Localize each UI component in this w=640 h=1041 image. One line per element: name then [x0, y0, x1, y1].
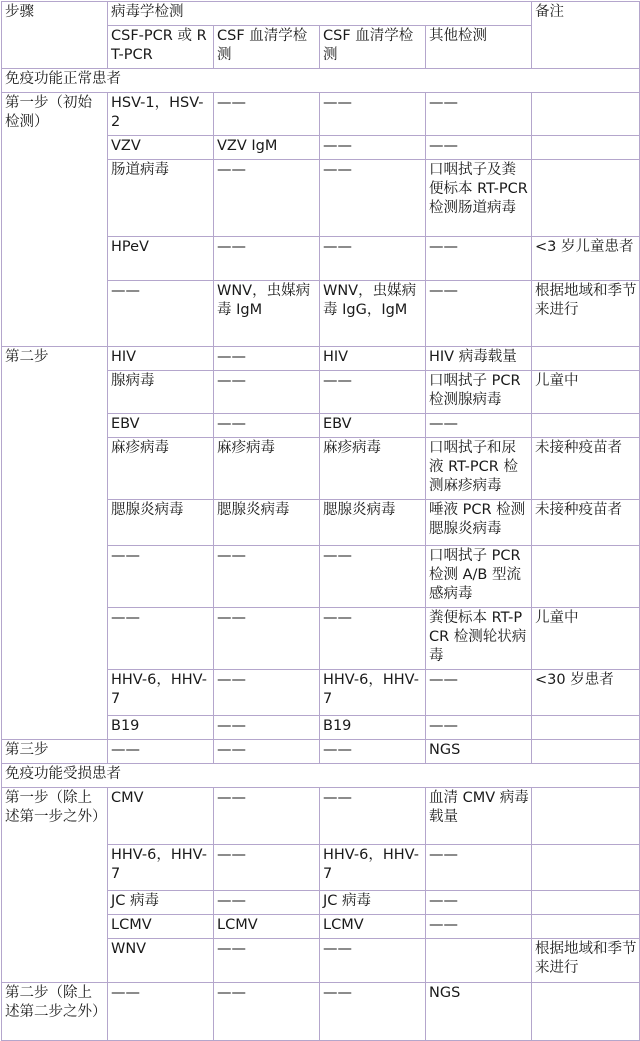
header-step: 步骤 [2, 2, 108, 69]
notes-cell [532, 915, 640, 939]
header-serum-serology: CSF 血清学检测 [320, 26, 426, 69]
notes-cell [532, 983, 640, 1041]
serum-serology-cell: JC 病毒 [320, 891, 426, 915]
serum-serology-cell: —— [320, 788, 426, 845]
csf-serology-cell: —— [214, 891, 320, 915]
csf-serology-cell: —— [214, 608, 320, 670]
section-title-row [2, 69, 640, 93]
csf-serology-cell: —— [214, 983, 320, 1041]
csf-serology-cell: —— [214, 160, 320, 237]
other-test-cell: 口咽拭子 PCR 检测腺病毒 [426, 371, 532, 414]
csf-pcr-cell: 肠道病毒 [108, 160, 214, 237]
other-test-cell: —— [426, 281, 532, 347]
csf-pcr-cell: 腮腺炎病毒 [108, 500, 214, 546]
csf-pcr-cell: —— [108, 281, 214, 347]
serum-serology-cell: —— [320, 939, 426, 983]
csf-pcr-cell: —— [108, 983, 214, 1041]
other-test-cell: 口咽拭子 PCR 检测 A/B 型流感病毒 [426, 546, 532, 608]
csf-serology-cell: 麻疹病毒 [214, 438, 320, 500]
csf-serology-cell: —— [214, 670, 320, 716]
csf-pcr-cell: WNV [108, 939, 214, 983]
notes-cell: 未接种疫苗者 [532, 438, 640, 500]
serum-serology-cell: HIV [320, 347, 426, 371]
notes-cell: <30 岁患者 [532, 670, 640, 716]
csf-serology-cell: —— [214, 414, 320, 438]
table-row [2, 93, 640, 136]
csf-serology-cell: —— [214, 371, 320, 414]
header-notes: 备注 [532, 2, 640, 69]
csf-pcr-cell: LCMV [108, 915, 214, 939]
csf-pcr-cell: EBV [108, 414, 214, 438]
csf-pcr-cell: 腺病毒 [108, 371, 214, 414]
serum-serology-cell: 麻疹病毒 [320, 438, 426, 500]
csf-pcr-cell: HIV [108, 347, 214, 371]
serum-serology-cell: B19 [320, 716, 426, 740]
notes-cell [532, 891, 640, 915]
notes-cell [532, 788, 640, 845]
other-test-cell: NGS [426, 983, 532, 1041]
csf-serology-cell: —— [214, 788, 320, 845]
csf-pcr-cell: JC 病毒 [108, 891, 214, 915]
serum-serology-cell: —— [320, 608, 426, 670]
table-row [2, 347, 640, 371]
serum-serology-cell: —— [320, 546, 426, 608]
csf-pcr-cell: 麻疹病毒 [108, 438, 214, 500]
csf-serology-cell: WNV，虫媒病毒 IgM [214, 281, 320, 347]
serum-serology-cell: 腮腺炎病毒 [320, 500, 426, 546]
csf-serology-cell: —— [214, 546, 320, 608]
notes-cell [532, 160, 640, 237]
other-test-cell: —— [426, 414, 532, 438]
csf-serology-cell: —— [214, 939, 320, 983]
other-test-cell: —— [426, 915, 532, 939]
other-test-cell: 口咽拭子及粪便标本 RT-PCR 检测肠道病毒 [426, 160, 532, 237]
csf-serology-cell: VZV IgM [214, 136, 320, 160]
other-test-cell: —— [426, 845, 532, 891]
other-test-cell: 血清 CMV 病毒载量 [426, 788, 532, 845]
csf-pcr-cell: HHV-6，HHV-7 [108, 845, 214, 891]
notes-cell [532, 414, 640, 438]
section-title: 免疫功能正常患者 [2, 69, 640, 93]
header-csf-pcr: CSF-PCR 或 RT-PCR [108, 26, 214, 69]
notes-cell [532, 845, 640, 891]
csf-serology-cell: —— [214, 93, 320, 136]
other-test-cell: 唾液 PCR 检测腮腺炎病毒 [426, 500, 532, 546]
notes-cell: 根据地域和季节来进行 [532, 939, 640, 983]
serum-serology-cell: —— [320, 371, 426, 414]
serum-serology-cell: EBV [320, 414, 426, 438]
table-body [2, 2, 640, 1041]
notes-cell [532, 136, 640, 160]
other-test-cell: —— [426, 716, 532, 740]
step-cell: 第一步（除上述第一步之外） [2, 788, 108, 983]
notes-cell [532, 93, 640, 136]
table-row [2, 788, 640, 845]
notes-cell: <3 岁儿童患者 [532, 237, 640, 281]
csf-pcr-cell: CMV [108, 788, 214, 845]
serum-serology-cell: —— [320, 237, 426, 281]
csf-pcr-cell: —— [108, 608, 214, 670]
csf-pcr-cell: B19 [108, 716, 214, 740]
serum-serology-cell: WNV，虫媒病毒 IgG，IgM [320, 281, 426, 347]
notes-cell [532, 347, 640, 371]
csf-serology-cell: —— [214, 237, 320, 281]
csf-pcr-cell: VZV [108, 136, 214, 160]
other-test-cell: NGS [426, 740, 532, 764]
table-row [2, 983, 640, 1041]
serum-serology-cell: HHV-6，HHV-7 [320, 845, 426, 891]
other-test-cell: —— [426, 670, 532, 716]
csf-pcr-cell: —— [108, 740, 214, 764]
csf-serology-cell: —— [214, 740, 320, 764]
serum-serology-cell: —— [320, 136, 426, 160]
header-row-1 [2, 2, 640, 26]
notes-cell [532, 716, 640, 740]
serum-serology-cell: HHV-6，HHV-7 [320, 670, 426, 716]
header-other-tests: 其他检测 [426, 26, 532, 69]
notes-cell [532, 546, 640, 608]
table-row [2, 740, 640, 764]
notes-cell: 儿童中 [532, 371, 640, 414]
section-title: 免疫功能受损患者 [2, 764, 640, 788]
csf-pcr-cell: —— [108, 546, 214, 608]
header-csf-serology: CSF 血清学检测 [214, 26, 320, 69]
csf-pcr-cell: HHV-6，HHV-7 [108, 670, 214, 716]
notes-cell: 根据地域和季节来进行 [532, 281, 640, 347]
step-cell: 第二步 [2, 347, 108, 740]
csf-serology-cell: 腮腺炎病毒 [214, 500, 320, 546]
step-cell: 第一步（初始检测） [2, 93, 108, 347]
other-test-cell: 口咽拭子和尿液 RT-PCR 检测麻疹病毒 [426, 438, 532, 500]
other-test-cell: HIV 病毒载量 [426, 347, 532, 371]
other-test-cell: 粪便标本 RT-PCR 检测轮状病毒 [426, 608, 532, 670]
notes-cell [532, 740, 640, 764]
serum-serology-cell: —— [320, 983, 426, 1041]
serum-serology-cell: LCMV [320, 915, 426, 939]
step-cell: 第二步（除上述第二步之外） [2, 983, 108, 1041]
other-test-cell: —— [426, 891, 532, 915]
csf-serology-cell: —— [214, 347, 320, 371]
header-virology: 病毒学检测 [108, 2, 532, 26]
csf-serology-cell: —— [214, 845, 320, 891]
csf-serology-cell: —— [214, 716, 320, 740]
notes-cell: 儿童中 [532, 608, 640, 670]
csf-serology-cell: LCMV [214, 915, 320, 939]
other-test-cell: —— [426, 93, 532, 136]
csf-pcr-cell: HPeV [108, 237, 214, 281]
other-test-cell: —— [426, 136, 532, 160]
notes-cell: 未接种疫苗者 [532, 500, 640, 546]
virology-test-table [1, 1, 640, 1041]
csf-pcr-cell: HSV-1，HSV-2 [108, 93, 214, 136]
serum-serology-cell: —— [320, 93, 426, 136]
section-title-row [2, 764, 640, 788]
other-test-cell [426, 939, 532, 983]
serum-serology-cell: —— [320, 740, 426, 764]
step-cell: 第三步 [2, 740, 108, 764]
other-test-cell: —— [426, 237, 532, 281]
serum-serology-cell: —— [320, 160, 426, 237]
